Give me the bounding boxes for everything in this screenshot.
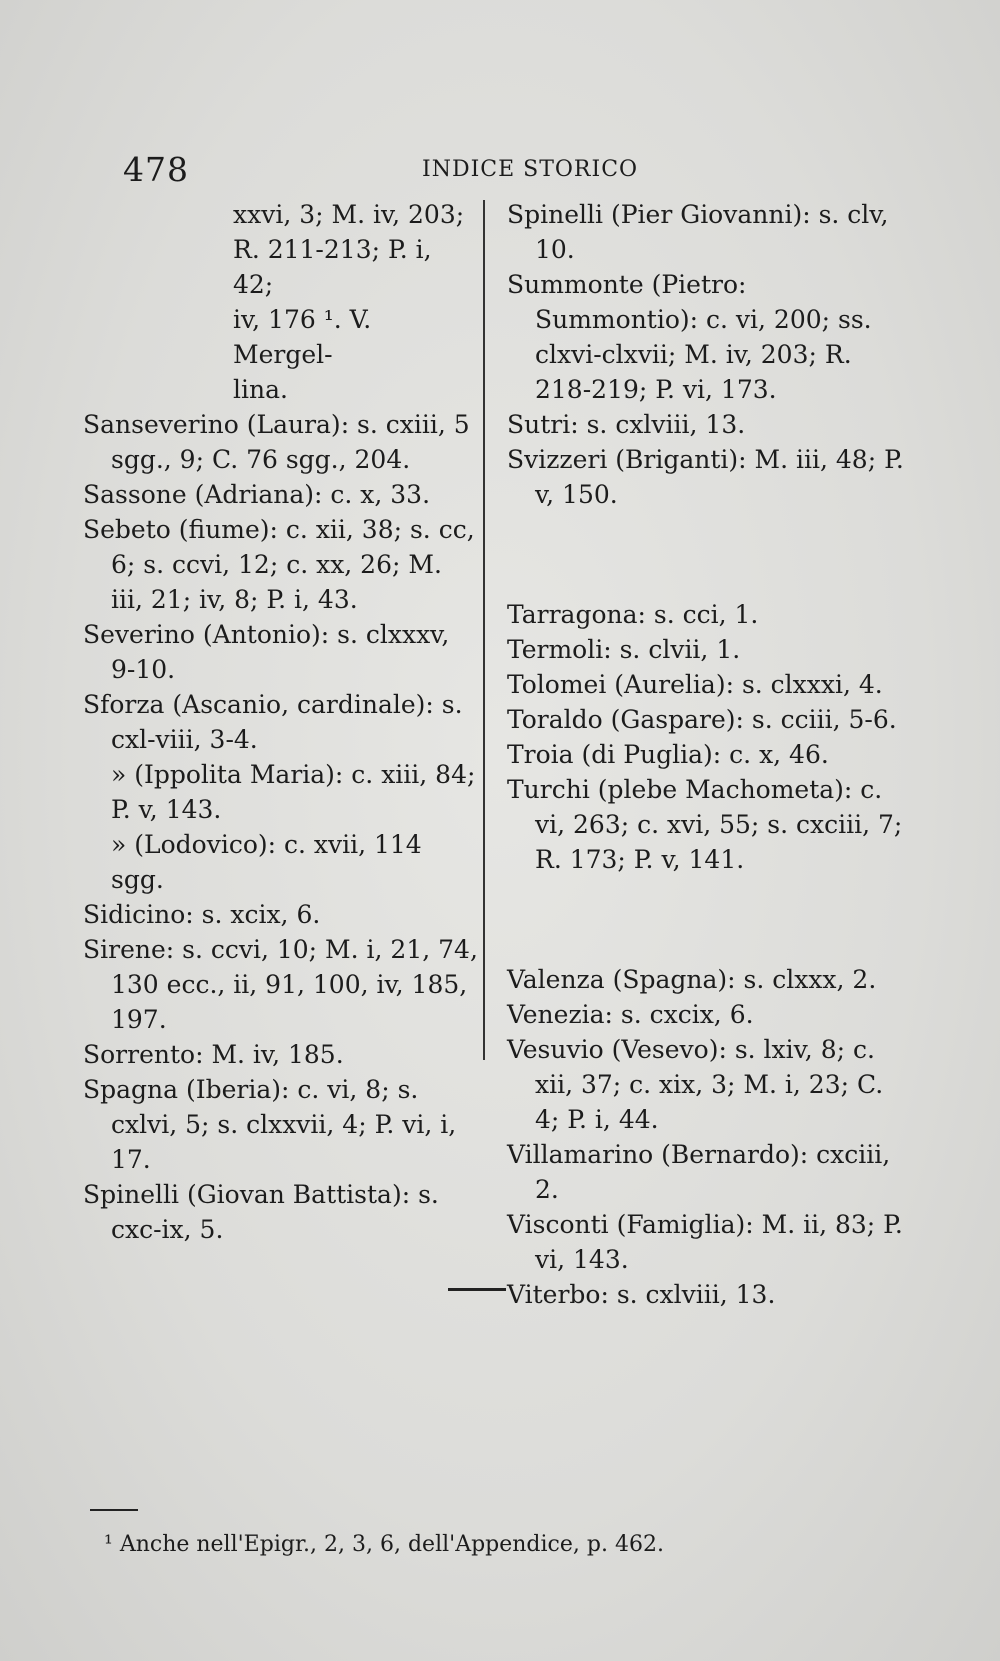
index-entry: Summonte (Pietro: Summontio): c. vi, 200; ss. clxvi-clxvii; M. iv, 203; R. 218-219; P. vi, 173. xyxy=(507,270,872,404)
index-entry: Spagna (Iberia): c. vi, 8; s. cxlvi, 5; s. clxxvii, 4; P. vi, i, 17. xyxy=(83,1075,457,1174)
index-entry: Turchi (plebe Machometa): c. vi, 263; c. xvi, 55; s. cxciii, 7; R. 173; P. v, 141. xyxy=(507,775,903,874)
index-entry: Severino (Antonio): s. clxxxv, 9-10. xyxy=(83,620,450,684)
index-entry: Spinelli (Giovan Battista): s. cxc-ix, 5. xyxy=(83,1180,439,1244)
index-entry: Vesuvio (Vesevo): s. lxiv, 8; c. xii, 37; c. xix, 3; M. i, 23; C. 4; P. i, 44. xyxy=(507,1035,884,1134)
index-entry: Valenza (Spagna): s. clxxx, 2. xyxy=(507,965,877,994)
index-entry: Sirene: s. ccvi, 10; M. i, 21, 74, 130 ecc., ii, 91, 100, iv, 185, 197. xyxy=(83,935,478,1034)
footnote: ¹ Anche nell'Epigr., 2, 3, 6, dell'Appendice, p. 462. xyxy=(104,1532,664,1557)
index-entry: Troia (di Puglia): c. x, 46. xyxy=(507,740,829,769)
index-entry: Sorrento: M. iv, 185. xyxy=(83,1040,344,1069)
index-entry: Sforza (Ascanio, cardinale): s. cxl-viii, 3-4. xyxy=(83,690,463,754)
index-entry: Sidicino: s. xcix, 6. xyxy=(83,900,321,929)
left-index-column xyxy=(83,197,478,1247)
index-entry: » (Lodovico): c. xvii, 114 sgg. xyxy=(111,830,422,894)
index-entry: Svizzeri (Briganti): M. iii, 48; P. v, 150. xyxy=(507,445,904,509)
index-entry: Tarragona: s. cci, 1. xyxy=(507,600,759,629)
index-entry: Sutri: s. cxlviii, 13. xyxy=(507,410,746,439)
right-index-column xyxy=(507,197,907,1312)
index-entry: Sebeto (fiume): c. xii, 38; s. cc, 6; s. ccvi, 12; c. xx, 26; M. iii, 21; iv, 8; P. i, 43. xyxy=(83,515,475,614)
index-entry: R. 211-213; P. i, 42; xyxy=(233,235,432,299)
section-end-rule xyxy=(448,1288,506,1291)
running-head: INDICE STORICO xyxy=(422,157,639,182)
index-entry: lina. xyxy=(233,375,288,404)
index-entry: Sanseverino (Laura): s. cxiii, 5 sgg., 9; C. 76 sgg., 204. xyxy=(83,410,470,474)
index-entry: Termoli: s. clvii, 1. xyxy=(507,635,741,664)
page-number: 478 xyxy=(123,150,189,189)
index-entry: Sassone (Adriana): c. x, 33. xyxy=(83,480,431,509)
index-entry: Villamarino (Bernardo): cxciii, 2. xyxy=(507,1140,891,1204)
index-entry: Visconti (Famiglia): M. ii, 83; P. vi, 143. xyxy=(507,1210,903,1274)
index-entry: Venezia: s. cxcix, 6. xyxy=(507,1000,754,1029)
index-entry: Viterbo: s. cxlviii, 13. xyxy=(507,1280,776,1309)
footnote-rule xyxy=(90,1509,138,1511)
index-entry: iv, 176 ¹. V. Mergel- xyxy=(233,305,372,369)
index-entry: xxvi, 3; M. iv, 203; xyxy=(233,200,465,229)
index-entry: » (Ippolita Maria): c. xiii, 84; P. v, 143. xyxy=(111,760,476,824)
index-entry: Tolomei (Aurelia): s. clxxxi, 4. xyxy=(507,670,883,699)
column-divider xyxy=(483,200,485,1060)
index-entry: Spinelli (Pier Giovanni): s. clv, 10. xyxy=(507,200,889,264)
index-entry: Toraldo (Gaspare): s. cciii, 5-6. xyxy=(507,705,897,734)
section-gap xyxy=(507,537,907,572)
section-gap xyxy=(507,902,907,937)
